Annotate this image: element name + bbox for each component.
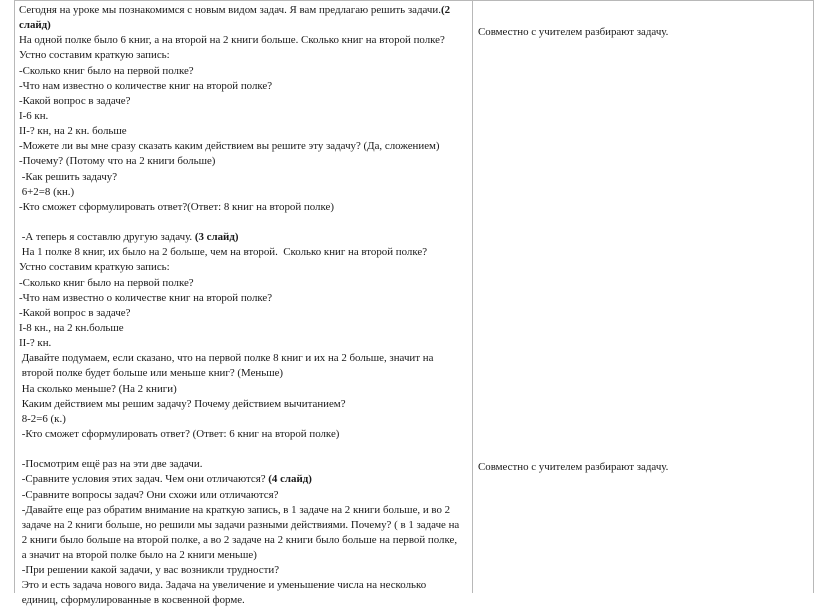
text-line xyxy=(19,33,469,48)
text-segment: II-? кн. xyxy=(19,337,52,350)
text-line xyxy=(19,200,469,215)
text-segment: 2 книги было больше на второй полке, а во 2 задаче на 2 книги было больше на первой полке, xyxy=(19,533,458,546)
text-segment: -Давайте еще раз обратим внимание на краткую запись, в 1 задаче на 2 книги больше, и во 2 xyxy=(19,503,451,516)
text-line xyxy=(19,3,469,18)
text-line xyxy=(19,94,469,109)
text-line xyxy=(19,412,469,427)
student-activity-note-2: Совместно с учителем разбирают задачу. xyxy=(478,461,669,473)
text-line xyxy=(19,124,469,139)
text-segment: На одной полке было 6 книг, а на второй на 2 книги больше. Сколько книг на второй полке? xyxy=(19,34,445,47)
text-segment: -Сравните вопросы задач? Они схожи или отличаются? xyxy=(19,488,279,501)
text-segment: 8-2=6 (к.) xyxy=(19,412,66,425)
text-line xyxy=(19,48,469,63)
slide-reference: (2 xyxy=(440,4,451,16)
slide-reference: (4 слайд) xyxy=(268,473,312,486)
text-line xyxy=(19,306,469,321)
text-segment: задаче на 2 книги больше, но решили мы задачи разными действиями. Почему? ( в 1 задаче на xyxy=(19,518,460,531)
text-line xyxy=(19,457,469,472)
text-segment: Каким действием мы решим задачу? Почему действием вычитанием? xyxy=(19,397,346,410)
text-segment: Устно составим краткую запись: xyxy=(19,261,170,274)
text-line xyxy=(19,472,469,487)
text-line xyxy=(19,366,469,381)
text-line xyxy=(19,503,469,518)
text-segment: -Сравните условия этих задач. Чем они отличаются? xyxy=(19,473,269,486)
text-segment: I-8 кн., на 2 кн.больше xyxy=(19,321,124,334)
text-segment: а значит на второй полке было на 2 книги меньше) xyxy=(19,549,257,562)
table-left-border xyxy=(14,0,15,593)
text-segment: Устно составим краткую запись: xyxy=(19,49,170,62)
text-line xyxy=(19,215,469,230)
text-segment: Это и есть задача нового вида. Задача на увеличение и уменьшение числа на несколько xyxy=(19,579,427,592)
text-segment: -Почему? (Потому что на 2 книги больше) xyxy=(19,155,216,168)
table-top-border xyxy=(14,0,814,1)
text-segment: -Посмотрим ещё раз на эти две задачи. xyxy=(19,458,203,471)
table-column-divider xyxy=(472,0,473,593)
text-segment: На сколько меньше? (На 2 книги) xyxy=(19,382,177,395)
text-segment: Давайте подумаем, если сказано, что на первой полке 8 книг и их на 2 больше, значит на xyxy=(19,352,434,365)
text-line xyxy=(19,533,469,548)
text-line xyxy=(19,427,469,442)
text-segment: -При решении какой задачи, у вас возникли трудности? xyxy=(19,564,280,577)
text-segment: -Как решить задачу? xyxy=(19,170,118,183)
text-segment: -Кто сможет сформулировать ответ? (Ответ: 6 книг на второй полке) xyxy=(19,427,340,440)
text-line xyxy=(19,245,469,260)
text-segment: Сегодня на уроке мы познакомимся с новым видом задач. Я вам предлагаю решить задачи. xyxy=(19,4,441,16)
slide-reference: слайд) xyxy=(19,19,51,32)
slide-reference: (3 слайд) xyxy=(194,231,239,244)
student-activity-note-1: Совместно с учителем разбирают задачу. xyxy=(478,26,669,38)
text-segment: -Кто сможет сформулировать ответ?(Ответ: 8 книг на второй полке) xyxy=(19,200,334,213)
text-line xyxy=(19,185,469,200)
text-segment: -Можете ли вы мне сразу сказать каким действием вы решите эту задачу? (Да, сложением) xyxy=(19,140,440,153)
text-line xyxy=(19,548,469,563)
text-segment: -Какой вопрос в задаче? xyxy=(19,306,131,319)
text-line xyxy=(19,170,469,185)
text-line xyxy=(19,64,469,79)
text-line xyxy=(19,321,469,336)
text-line xyxy=(19,18,469,33)
text-segment: единиц, сформулированные в косвенной форме. xyxy=(19,594,245,607)
text-segment: I-6 кн. xyxy=(19,109,49,122)
text-segment: II-? кн, на 2 кн. больше xyxy=(19,125,127,138)
text-line xyxy=(19,488,469,503)
text-line xyxy=(19,442,469,457)
text-line xyxy=(19,336,469,351)
table-right-border xyxy=(813,0,814,593)
text-line xyxy=(19,154,469,169)
text-segment: -Что нам известно о количестве книг на второй полке? xyxy=(19,79,273,92)
text-segment: 6+2=8 (кн.) xyxy=(19,185,75,198)
text-segment: -Сколько книг было на первой полке? xyxy=(19,276,194,289)
text-segment: -Какой вопрос в задаче? xyxy=(19,94,131,107)
lesson-script-cell xyxy=(19,3,469,609)
text-line xyxy=(19,230,469,245)
text-segment: второй полке будет больше или меньше книг? (Меньше) xyxy=(19,367,284,380)
text-segment: -Сколько книг было на первой полке? xyxy=(19,64,194,77)
text-line xyxy=(19,518,469,533)
text-line xyxy=(19,593,469,608)
text-line xyxy=(19,351,469,366)
text-line xyxy=(19,578,469,593)
text-segment: На 1 полке 8 книг, их было на 2 больше, чем на второй. Сколько книг на второй полке? xyxy=(19,246,428,259)
text-line xyxy=(19,397,469,412)
text-line xyxy=(19,276,469,291)
text-segment: -А теперь я составлю другую задачу. xyxy=(19,231,195,244)
text-line xyxy=(19,109,469,124)
text-line xyxy=(19,291,469,306)
text-line xyxy=(19,139,469,154)
text-segment: -Что нам известно о количестве книг на второй полке? xyxy=(19,291,273,304)
text-line xyxy=(19,260,469,275)
text-line xyxy=(19,382,469,397)
text-line xyxy=(19,563,469,578)
text-line xyxy=(19,79,469,94)
